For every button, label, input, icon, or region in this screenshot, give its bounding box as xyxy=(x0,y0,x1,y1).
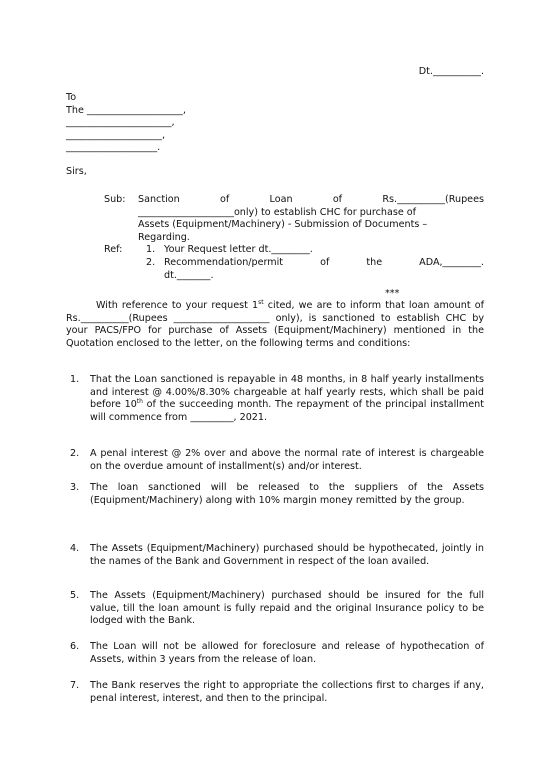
intro-paragraph xyxy=(66,300,484,350)
intro-text: With reference to your request 1 xyxy=(96,300,259,311)
condition-text-part: of the succeeding month. The repayment of the principal installment will commence from _________, 2021. xyxy=(90,399,484,423)
address-line: ___________________. xyxy=(66,142,161,154)
condition-item xyxy=(70,374,484,424)
condition-item xyxy=(70,641,484,666)
address-line: The ____________________, xyxy=(66,104,186,116)
letter-date: Dt.__________. xyxy=(418,66,484,77)
reference-number: 1. xyxy=(146,244,156,256)
condition-text: The Assets (Equipment/Machinery) purchased should be hypothecated, jointly in the names of the Bank and Government in respect of the loan availed. xyxy=(90,543,484,567)
subject-row xyxy=(104,194,484,244)
condition-number: 7. xyxy=(70,680,80,691)
condition-number: 5. xyxy=(70,590,80,601)
condition-item xyxy=(70,482,484,507)
reference-text-block xyxy=(164,257,484,282)
condition-number: 3. xyxy=(70,482,80,493)
intro-superscript: st xyxy=(258,298,264,306)
subject-line: Regarding. xyxy=(138,231,190,243)
reference-text: Your Request letter dt.________. xyxy=(164,244,313,256)
reference-item xyxy=(138,257,484,282)
condition-number: 4. xyxy=(70,543,80,554)
condition-text: The Bank reserves the right to appropriate the collections first to charges if any, penal interest, interest, and then to the principal. xyxy=(90,680,484,704)
salutation: Sirs, xyxy=(66,166,87,177)
condition-superscript: th xyxy=(136,398,143,405)
subject-line: Assets (Equipment/Machinery) - Submission of Documents – xyxy=(138,219,428,231)
subject-line: Sanction of Loan of Rs.__________(Rupees xyxy=(138,194,484,205)
reference-number: 2. xyxy=(146,256,156,268)
separator: *** xyxy=(385,288,400,299)
address-block xyxy=(66,92,186,155)
condition-text: The loan sanctioned will be released to the suppliers of the Assets (Equipment/Machinery) along with 10% margin money remitted by the group. xyxy=(90,482,484,506)
address-line: ____________________, xyxy=(66,129,165,141)
condition-text: A penal interest @ 2% over and above the normal rate of interest is chargeable on the overdue amount of installment(s) and/or interest. xyxy=(90,448,484,472)
condition-text xyxy=(90,374,484,424)
address-line: ______________________, xyxy=(66,117,175,129)
reference-text: dt._______. xyxy=(164,269,214,281)
condition-text-part: That the Loan sanctioned is repayable in 48 months, in 8 half yearly installments and interest @ 4.00%/8.30% chargeable at half yearly rests, which shall be paid before 10 xyxy=(90,374,484,411)
condition-item xyxy=(70,680,484,705)
subject-reference-block xyxy=(104,194,484,282)
reference-label: Ref: xyxy=(104,244,123,256)
subject-line: ____________________only) to establish CHC for purchase of xyxy=(138,206,417,218)
subject-text xyxy=(138,194,484,244)
condition-item xyxy=(70,590,484,628)
condition-item xyxy=(70,543,484,568)
condition-item xyxy=(70,448,484,473)
intro-text: cited, we are to inform that loan amount of Rs.__________(Rupees ____________________ only), is sanctioned to establish CHC by your PACS/FPO for purchase of Assets (Equipment/Machinery) mentioned in the Quotation enclosed to the letter, on the following terms and conditions: xyxy=(66,300,484,349)
reference-list xyxy=(138,244,484,282)
reference-text: Recommendation/permit of the ADA,________. xyxy=(164,256,484,268)
reference-item xyxy=(138,244,484,257)
condition-text: The Assets (Equipment/Machinery) purchased should be insured for the full value, till the loan amount is fully repaid and the original Insurance policy to be lodged with the Bank. xyxy=(90,590,484,627)
condition-text: The Loan will not be allowed for foreclosure and release of hypothecation of Assets, within 3 years from the release of loan. xyxy=(90,641,484,665)
condition-number: 1. xyxy=(70,374,80,385)
reference-row xyxy=(104,244,484,282)
subject-label: Sub: xyxy=(104,194,126,205)
condition-number: 2. xyxy=(70,448,80,459)
address-line: To xyxy=(66,92,77,103)
condition-number: 6. xyxy=(70,641,80,652)
